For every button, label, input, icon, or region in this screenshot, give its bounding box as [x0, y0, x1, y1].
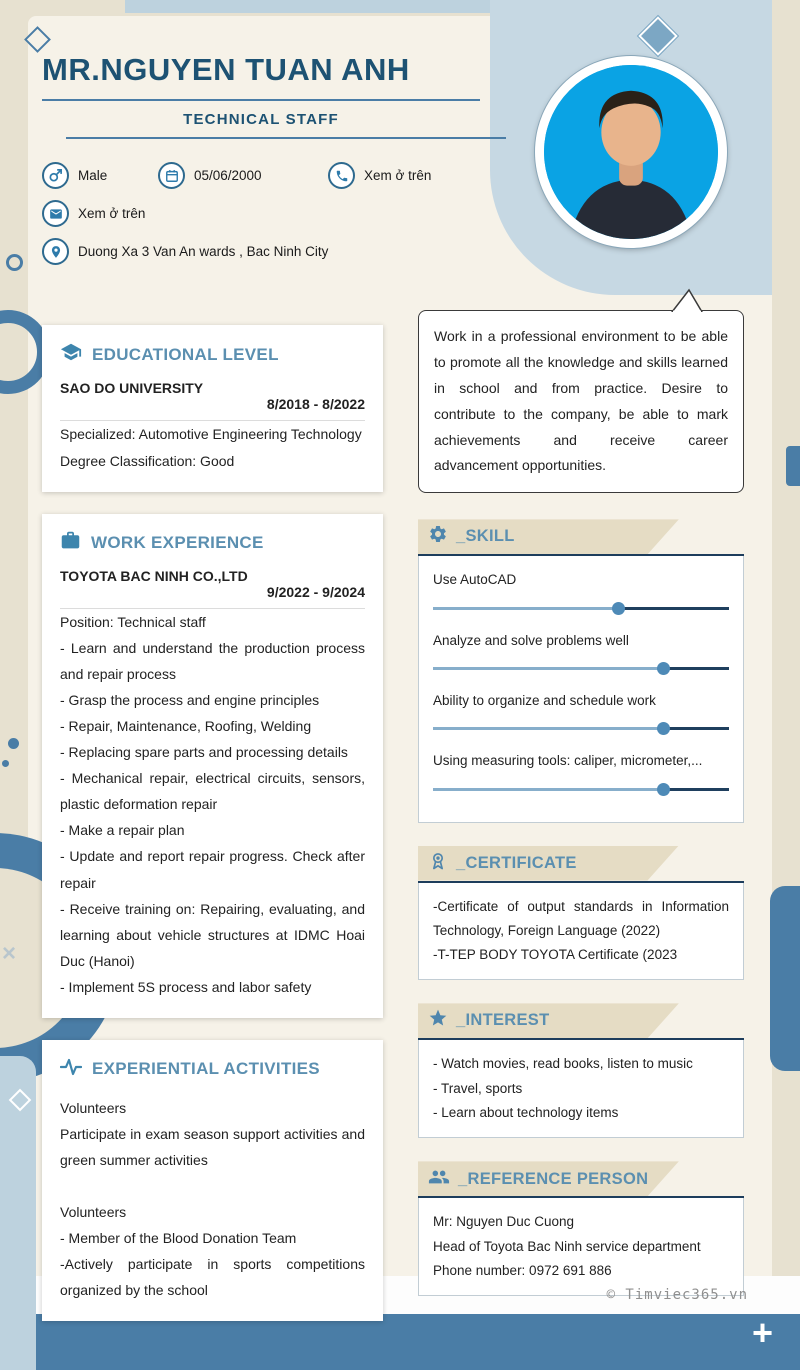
skill-slider	[433, 607, 729, 610]
education-line: Degree Classification: Good	[60, 452, 235, 469]
skill-slider	[433, 727, 729, 730]
skills-box	[418, 556, 744, 822]
interest-line: - Learn about technology items	[433, 1105, 619, 1121]
tab-decoration	[786, 446, 800, 486]
location-icon	[42, 238, 69, 265]
activities-header	[60, 1056, 365, 1083]
experience-section	[42, 514, 383, 1017]
activity-line: - Member of the Blood Donation Team	[60, 1229, 297, 1246]
star-icon	[428, 1008, 448, 1033]
interest-section	[418, 1003, 744, 1138]
graduation-cap-icon	[60, 341, 82, 368]
section-heading: WORK EXPERIENCE	[91, 533, 264, 553]
reference-line: Head of Toyota Bac Ninh service department	[433, 1238, 701, 1254]
slider-handle	[657, 722, 670, 735]
contact-text: Xem ở trên	[78, 206, 146, 221]
section-heading: EDUCATIONAL LEVEL	[92, 344, 279, 364]
dot-decoration	[2, 760, 9, 767]
activity-line: Participate in exam season support activities and green summer activities	[60, 1125, 365, 1168]
experience-line: - Receive training on: Repairing, evaluating, and learning about vehicle structures at IDMC Hoai Duc (Hanoi)	[60, 900, 365, 969]
skill-slider	[433, 788, 729, 791]
contact-text: Xem ở trên	[364, 168, 432, 183]
contact-text: Duong Xa 3 Van An wards , Bac Ninh City	[78, 244, 329, 259]
gender-icon	[42, 162, 69, 189]
experience-line: - Mechanical repair, electrical circuits, sensors, plastic deformation repair	[60, 770, 365, 813]
education-period: 8/2018 - 8/2022	[60, 396, 365, 421]
activity-line: -Actively participate in sports competitions organized by the school	[60, 1255, 365, 1298]
certificate-section	[418, 846, 744, 981]
objective-text: Work in a professional environment to be able to promote all the knowledge and skills learned in school and from practice. Desire to contribute to the company, be able to mark achievements and receive career advancement opportunities.	[434, 328, 728, 474]
email-icon	[42, 200, 69, 227]
skills-banner	[418, 519, 744, 556]
dot-decoration	[8, 738, 19, 749]
skill-label: Ability to organize and schedule work	[433, 692, 656, 708]
job-title: TECHNICAL STAFF	[183, 111, 339, 128]
reference-line: Phone number: 0972 691 886	[433, 1262, 612, 1278]
medal-icon	[428, 851, 448, 876]
interest-banner	[418, 1003, 744, 1040]
activities-section	[42, 1040, 383, 1321]
career-objective	[418, 310, 744, 493]
interest-box	[418, 1040, 744, 1138]
school-name: SAO DO UNIVERSITY	[60, 380, 204, 396]
skill-slider	[433, 667, 729, 670]
candidate-name: MR.NGUYEN TUAN ANH	[42, 52, 410, 87]
reference-banner	[418, 1161, 744, 1198]
skills-section	[418, 519, 744, 822]
contact-gender	[42, 162, 107, 189]
shape-decoration	[770, 886, 800, 1071]
birthday-icon	[158, 162, 185, 189]
section-heading: _CERTIFICATE	[456, 853, 577, 872]
experience-line: - Implement 5S process and labor safety	[60, 978, 312, 995]
experience-header	[60, 530, 365, 556]
experience-line: - Grasp the process and engine principles	[60, 692, 320, 709]
experience-line: Position: Technical staff	[60, 614, 206, 631]
plus-decoration: +	[752, 1312, 774, 1353]
slider-handle	[612, 602, 625, 615]
experience-line: - Update and report repair progress. Check after repair	[60, 848, 365, 891]
right-column	[418, 310, 744, 1319]
contact-birthday	[158, 162, 262, 189]
education-line: Specialized: Automotive Engineering Technology	[60, 426, 362, 442]
x-mark-decoration: ×	[2, 940, 17, 967]
experience-line: - Learn and understand the production process and repair process	[60, 640, 365, 683]
left-column	[42, 325, 383, 1343]
skill-label: Analyze and solve problems well	[433, 632, 629, 648]
slider-handle	[657, 783, 670, 796]
activity-line: Volunteers	[60, 1099, 127, 1116]
certificate-line: -T-TEP BODY TOYOTA Certificate (2023	[433, 947, 678, 963]
speech-bubble-tail	[669, 288, 705, 312]
site-credit: © Timviec365.vn	[606, 1287, 748, 1303]
experience-line: - Make a repair plan	[60, 822, 185, 839]
interest-line: - Travel, sports	[433, 1080, 523, 1096]
company-name: TOYOTA BAC NINH CO.,LTD	[60, 568, 248, 585]
section-heading: _INTEREST	[456, 1011, 550, 1030]
section-heading: _SKILL	[456, 527, 515, 546]
skill-label: Use AutoCAD	[433, 572, 517, 588]
certificate-line: -Certificate of output standards in Information Technology, Foreign Language (2022)	[433, 898, 729, 938]
divider	[66, 137, 506, 139]
skill-item	[433, 689, 729, 730]
skill-item	[433, 749, 729, 790]
interest-line: - Watch movies, read books, listen to music	[433, 1056, 693, 1072]
activity-line: Volunteers	[60, 1203, 127, 1220]
pulse-icon	[60, 1056, 82, 1083]
phone-icon	[328, 162, 355, 189]
people-icon	[428, 1166, 450, 1193]
spacer	[60, 1173, 365, 1199]
reference-section	[418, 1161, 744, 1296]
section-heading: _REFERENCE PERSON	[458, 1170, 649, 1189]
profile-photo-frame	[535, 56, 727, 248]
slider-handle	[657, 662, 670, 675]
reference-box	[418, 1198, 744, 1296]
education-section	[42, 325, 383, 492]
education-header	[60, 341, 365, 368]
profile-photo	[544, 65, 718, 239]
certificate-banner	[418, 846, 744, 883]
contact-phone	[328, 162, 431, 189]
contact-email	[42, 200, 145, 227]
contact-text: 05/06/2000	[194, 168, 262, 183]
divider	[42, 99, 480, 101]
certificate-box	[418, 883, 744, 981]
skill-item	[433, 568, 729, 609]
contact-text: Male	[78, 168, 108, 183]
briefcase-icon	[60, 530, 81, 556]
section-heading: EXPERIENTIAL ACTIVITIES	[92, 1059, 320, 1079]
skill-label: Using measuring tools: caliper, micrometer,...	[433, 753, 703, 769]
skill-item	[433, 629, 729, 670]
experience-line: - Replacing spare parts and processing details	[60, 744, 348, 761]
reference-line: Mr: Nguyen Duc Cuong	[433, 1214, 575, 1230]
person-avatar	[544, 65, 718, 239]
experience-period: 9/2022 - 9/2024	[60, 584, 365, 609]
circle-decoration	[6, 254, 23, 271]
contact-address	[42, 238, 328, 265]
gear-icon	[428, 524, 448, 549]
experience-line: - Repair, Maintenance, Roofing, Welding	[60, 718, 312, 735]
